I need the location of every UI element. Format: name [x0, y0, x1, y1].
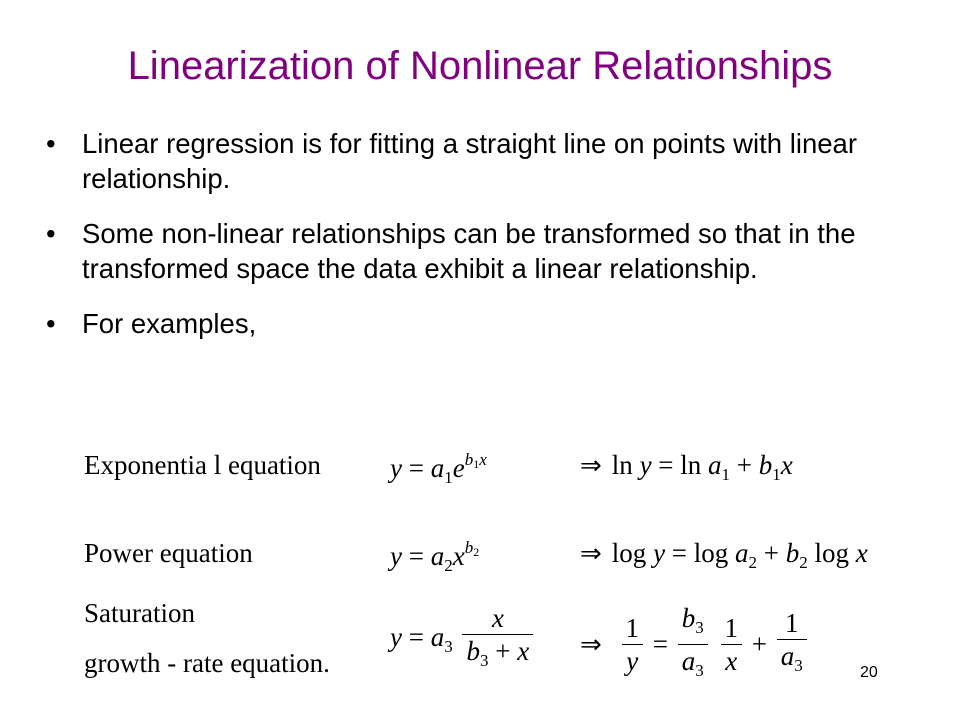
fraction: $\frac{1}{y}$ [622, 612, 644, 677]
saturation-label-line2: growth - rate equation. [84, 648, 330, 678]
implies-arrow-icon: ⇒ [580, 451, 602, 481]
power-equation-linearized: ⇒ $\log y = \log a_2 + b_2$ log x [580, 538, 868, 572]
bullet-text: For examples, [82, 308, 257, 339]
saturation-equation-linearized: ⇒ $\frac{1}{y}$ = $\frac{b_3}{a_3}$ $\frac{1}{x}$ + $\frac{1}{a_3}$ [580, 602, 810, 687]
exponential-equation-linearized: ⇒ $\ln y = \ln a_1 + b_1x$ [580, 450, 793, 484]
bullet-text: Linear regression is for fitting a straight line on points with linear relationship. [82, 128, 857, 194]
saturation-label-line1: Saturation [84, 598, 195, 628]
bullet-item [46, 306, 926, 341]
fraction: $\frac{b_3}{a_3}$ [678, 602, 708, 687]
power-equation-label: Power equation [84, 538, 253, 568]
implies-arrow-icon: ⇒ [580, 629, 602, 660]
power-equation-formula: $y = a_2x^{b_2}$ [390, 538, 480, 575]
bullet-item [46, 216, 927, 286]
bullet-text: Some non-linear relationships can be transformed so that in the transformed space the data exhibit a linear relationship. [82, 218, 856, 284]
bullet-marker: • [46, 218, 56, 249]
implies-arrow-icon: ⇒ [580, 539, 602, 569]
page-number: 20 [860, 664, 878, 681]
fraction: $\frac{x}{b_3 + x}$ [462, 602, 533, 677]
bullet-item [46, 126, 902, 196]
slide-title: Linearization of Nonlinear Relationships [127, 44, 833, 88]
saturation-equation-formula: $y = a_3$ $\frac{x}{b_3 + x}$ [390, 602, 536, 677]
fraction: $\frac{1}{a_3}$ [777, 607, 807, 682]
bullet-marker: • [46, 128, 56, 159]
bullet-marker: • [46, 308, 56, 339]
exponential-equation-label: Exponentia l equation [84, 450, 321, 480]
bullet-list [46, 126, 926, 361]
fraction: $\frac{1}{x}$ [721, 612, 743, 677]
exponential-equation-formula: $y = a_1e^{b_1x}$ [390, 450, 487, 487]
